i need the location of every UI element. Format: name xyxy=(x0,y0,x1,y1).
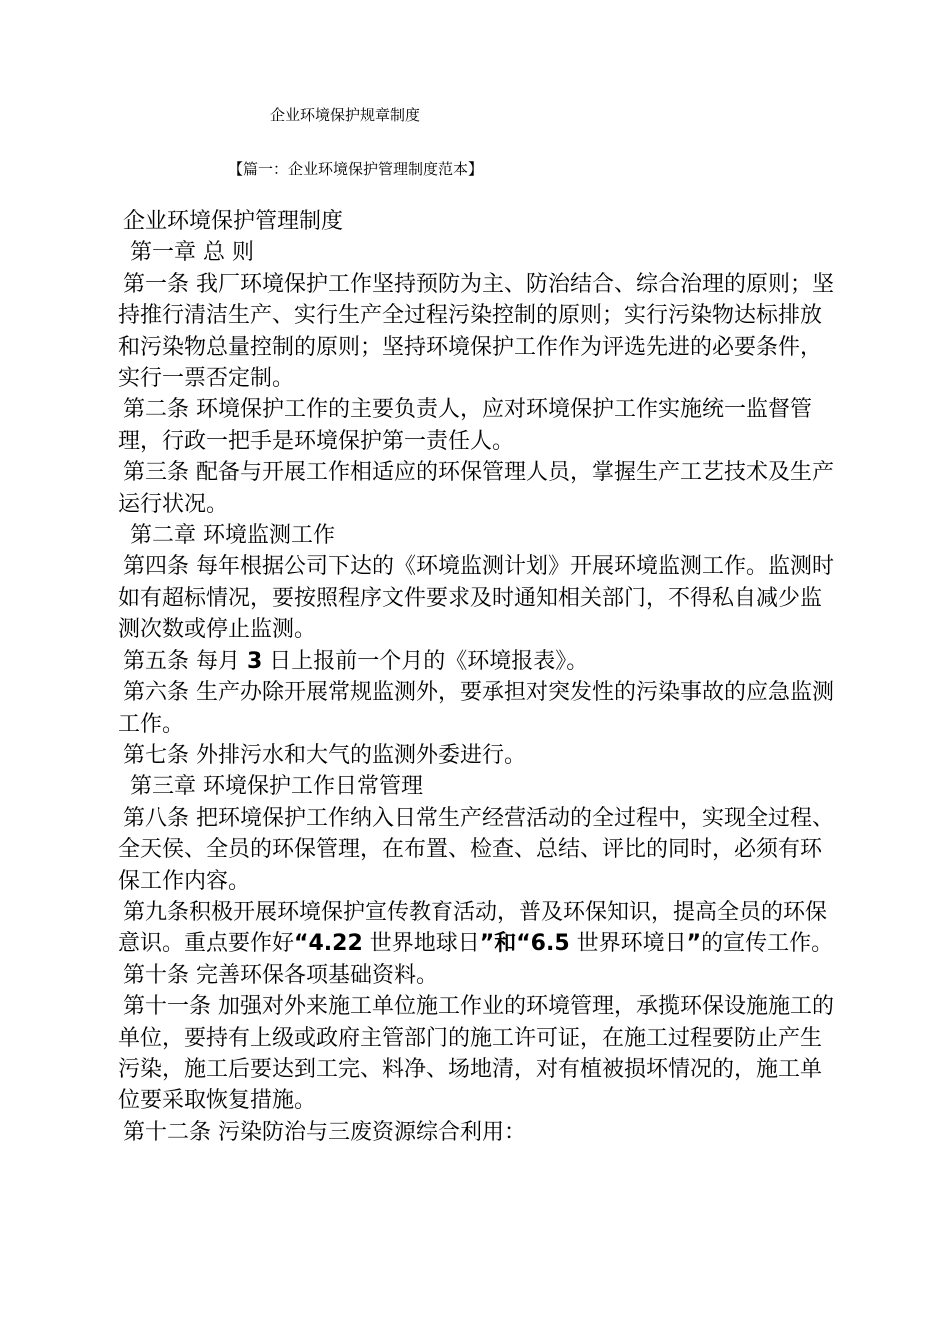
article-5-number: 3 xyxy=(247,648,263,674)
article-10: 第十条 完善环保各项基础资料。 xyxy=(123,962,438,988)
article-9-quote-close: ” xyxy=(686,931,702,957)
article-12: 第十二条 污染防治与三废资源综合利用： xyxy=(123,1119,526,1145)
article-4: 第四条 每年根据公司下达的《环境监测计划》开展环境监测工作。监测时如有超标情况，要按照程序文件要求及时通知相关部门，不得私自减少监测次数或停止监测。 xyxy=(118,554,834,643)
article-5 xyxy=(118,646,838,677)
article-5-part-b: 日上报前一个月的《环境报表》。 xyxy=(262,648,589,674)
document-body xyxy=(118,206,838,1148)
article-9-date-1: “4.22 xyxy=(294,931,363,957)
article-7: 第七条 外排污水和大气的监测外委进行。 xyxy=(123,742,526,768)
chapter-1-heading: 第一章 总 则 xyxy=(130,240,254,266)
article-9-part-c: 世界环境日 xyxy=(569,931,687,957)
article-11: 第十一条 加强对外来施工单位施工作业的环境管理，承揽环保设施施工的单位，要持有上级或政府主管部门的施工许可证，在施工过程要防止产生污染，施工后要达到工完、料净、场地清，对有植被损坏情况的，施工单位要采取恢复措施。 xyxy=(118,994,834,1114)
article-9-part-a: 第九条积极开展环境保护宣传教育活动，普及环保知识，提高全员的环保意识。重点要作好 xyxy=(118,899,828,957)
chapter-2-heading: 第二章 环境监测工作 xyxy=(130,523,335,549)
section-heading: 企业环境保护管理制度 xyxy=(123,209,344,234)
document-title: 企业环境保护规章制度 xyxy=(270,106,421,124)
chapter-3-heading: 第三章 环境保护工作日常管理 xyxy=(130,774,423,800)
article-9-part-d: 的宣传工作。 xyxy=(701,931,834,957)
article-3: 第三条 配备与开展工作相适应的环保管理人员，掌握生产工艺技术及生产运行状况。 xyxy=(118,460,834,517)
article-1: 第一条 我厂环境保护工作坚持预防为主、防治结合、综合治理的原则；坚持推行清洁生产、实行生产全过程污染控制的原则；实行污染物达标排放和污染物总量控制的原则；坚持环境保护工作作为评选先进的必要条件，实行一票否定制。 xyxy=(118,271,834,392)
article-9 xyxy=(118,897,838,960)
document-subtitle: 【篇一：企业环境保护管理制度范本】 xyxy=(228,160,484,178)
article-6: 第六条 生产办除开展常规监测外，要承担对突发性的污染事故的应急监测工作。 xyxy=(118,680,834,737)
article-9-date-2: ”和“6.5 xyxy=(479,931,570,957)
article-8: 第八条 把环境保护工作纳入日常生产经营活动的全过程中，实现全过程、全天侯、全员的环保管理，在布置、检查、总结、评比的同时，必须有环保工作内容。 xyxy=(118,805,834,894)
article-9-part-b: 世界地球日 xyxy=(362,931,480,957)
article-5-part-a: 第五条 每月 xyxy=(123,648,247,674)
article-2: 第二条 环境保护工作的主要负责人，应对环境保护工作实施统一监督管理，行政一把手是环境保护第一责任人。 xyxy=(118,397,812,454)
